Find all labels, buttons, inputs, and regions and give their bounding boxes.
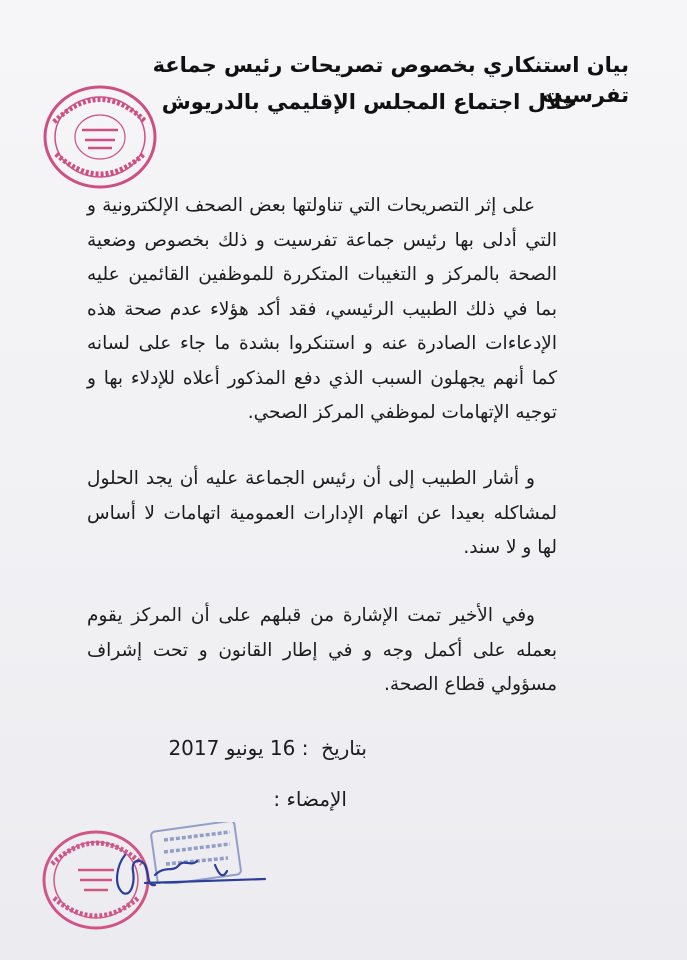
date-value: 16 يونيو 2017 xyxy=(168,736,296,760)
paragraph-2-text: و أشار الطبيب إلى أن رئيس الجماعة عليه أن يجد الحلول لمشاكله بعيدا عن اتهام الإدارات العمومية اتهامات لا أساس لها و لا سند. xyxy=(87,468,557,558)
paragraph-1-text: على إثر التصريحات التي تناولتها بعض الصحف الإلكترونية و التي أدلى بها رئيس جماعة تفرسيت و ذلك بخصوص وضعية الصحة بالمركز و التغيبات المتكررة للموظفين القائمين عليه بما في ذلك الطبيب الرئيسي، فقد أكد هؤلاء عدم صحة هذه الإدعاءات الصادرة عنه و استنكروا بشدة ما جاء على لسانه كما أنهم يجهلون السبب الذي دفع المذكور أعلاه للإدلاء بها و توجيه الإتهامات لموظفي المركز الصحي. xyxy=(87,195,557,423)
document-title-line-2: خلال اجتماع المجلس الإقليمي بالدريوش xyxy=(161,90,577,114)
date-line: بتاريخ : 16 يونيو 2017 xyxy=(168,736,367,760)
handwritten-signature xyxy=(95,835,275,905)
paragraph-3 xyxy=(87,599,557,703)
paragraph-2 xyxy=(87,462,557,566)
paragraph-3-text: وفي الأخير تمت الإشارة من قبلهم على أن المركز يقوم بعمله على أكمل وجه و في إطار القانون و تحت إشراف مسؤولي قطاع الصحة. xyxy=(87,605,557,695)
document-title-line-1: بيان استنكاري بخصوص تصريحات رئيس جماعة تفرسيت xyxy=(152,53,629,107)
paragraph-1 xyxy=(87,189,557,431)
date-label: بتاريخ xyxy=(321,736,367,760)
signature-label: الإمضاء : xyxy=(273,787,347,811)
